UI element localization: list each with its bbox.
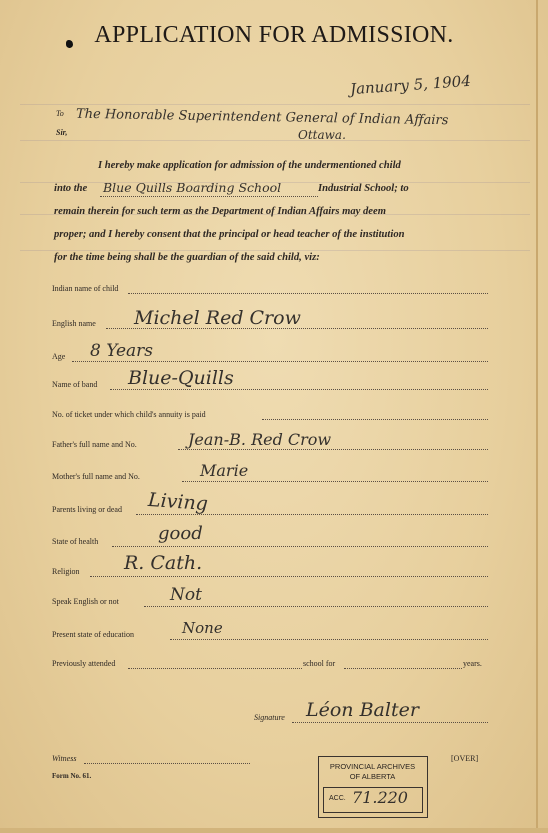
archives-stamp <box>318 756 428 818</box>
field-value: R. Cath. <box>124 552 203 574</box>
field-value: None <box>182 619 223 637</box>
to-label: To <box>56 109 64 118</box>
page-edge-bottom <box>0 828 548 833</box>
field-label: Father's full name and No. <box>52 440 137 449</box>
field-label: English name <box>52 319 96 328</box>
field-line <box>128 293 488 294</box>
field-value: Michel Red Crow <box>134 307 301 329</box>
body-line-2-post: Industrial School; to <box>318 183 409 194</box>
school-name-line <box>100 196 318 197</box>
field-line <box>178 449 488 450</box>
signature-value: Léon Balter <box>306 699 419 721</box>
witness-label: Witness <box>52 754 77 763</box>
field-line <box>344 668 462 669</box>
field-line <box>128 668 302 669</box>
body-line-4: proper; and I hereby consent that the principal or head teacher of the institution <box>54 229 405 240</box>
body-line-1: I hereby make application for admission of the undermentioned child <box>98 160 401 171</box>
field-label: Speak English or not <box>52 597 119 606</box>
field-value: Blue-Quills <box>128 367 234 389</box>
field-label: Present state of education <box>52 630 134 639</box>
field-label: Parents living or dead <box>52 505 122 514</box>
field-line <box>112 546 488 547</box>
field-label: State of health <box>52 537 99 546</box>
field-value: Jean-B. Red Crow <box>188 430 332 449</box>
body-line-3: remain therein for such term as the Department of Indian Affairs may deem <box>54 206 386 217</box>
school-name: Blue Quills Boarding School <box>103 180 282 195</box>
ruled-line <box>20 250 530 251</box>
accession-box <box>323 787 423 813</box>
field-value: Not <box>170 585 202 605</box>
school-for-label: school for <box>303 659 336 668</box>
field-line <box>170 639 488 640</box>
stamp-text <box>319 762 426 782</box>
field-line <box>72 361 488 362</box>
field-line <box>262 419 488 420</box>
stamp-line-1: PROVINCIAL ARCHIVES <box>329 762 416 771</box>
field-label: Indian name of child <box>52 284 119 293</box>
field-line <box>110 389 488 390</box>
field-line <box>90 576 488 577</box>
over-label: [OVER] <box>451 754 479 763</box>
years-label: years. <box>463 659 482 668</box>
field-value: 8 Years <box>90 341 154 361</box>
field-label: Mother's full name and No. <box>52 472 140 481</box>
field-line <box>182 481 488 482</box>
field-value: Marie <box>200 461 249 480</box>
acc-label: ACC. <box>329 795 346 802</box>
document-title: APPLICATION FOR ADMISSION. <box>94 22 454 48</box>
field-line <box>144 606 488 607</box>
addressee-line1: The Honorable Superintendent General of Indian Affairs <box>75 106 449 129</box>
acc-value: 71.220 <box>352 788 408 807</box>
field-value: good <box>158 523 203 544</box>
stamp-line-2: OF ALBERTA <box>349 772 396 781</box>
date-handwritten: January 5, 1904 <box>349 71 472 99</box>
field-label: Name of band <box>52 380 98 389</box>
signature-label: Signature <box>254 713 285 722</box>
form-number: Form No. 61. <box>52 772 92 780</box>
field-label: Religion <box>52 567 80 576</box>
body-line-5: for the time being shall be the guardian of the said child, viz: <box>54 252 320 263</box>
signature-line <box>292 722 488 723</box>
page-edge <box>536 0 538 833</box>
field-label: Previously attended <box>52 659 116 668</box>
field-label: No. of ticket under which child's annuity is paid <box>52 410 206 419</box>
field-value: Living <box>147 488 209 516</box>
field-label: Age <box>52 352 66 361</box>
field-line <box>136 514 488 515</box>
addressee-line2: Ottawa. <box>298 128 346 142</box>
ruled-line <box>20 104 530 105</box>
witness-line <box>84 763 250 764</box>
sir-label: Sir, <box>56 128 68 137</box>
body-line-2-pre: into the <box>54 183 88 194</box>
ruled-line <box>20 140 530 141</box>
